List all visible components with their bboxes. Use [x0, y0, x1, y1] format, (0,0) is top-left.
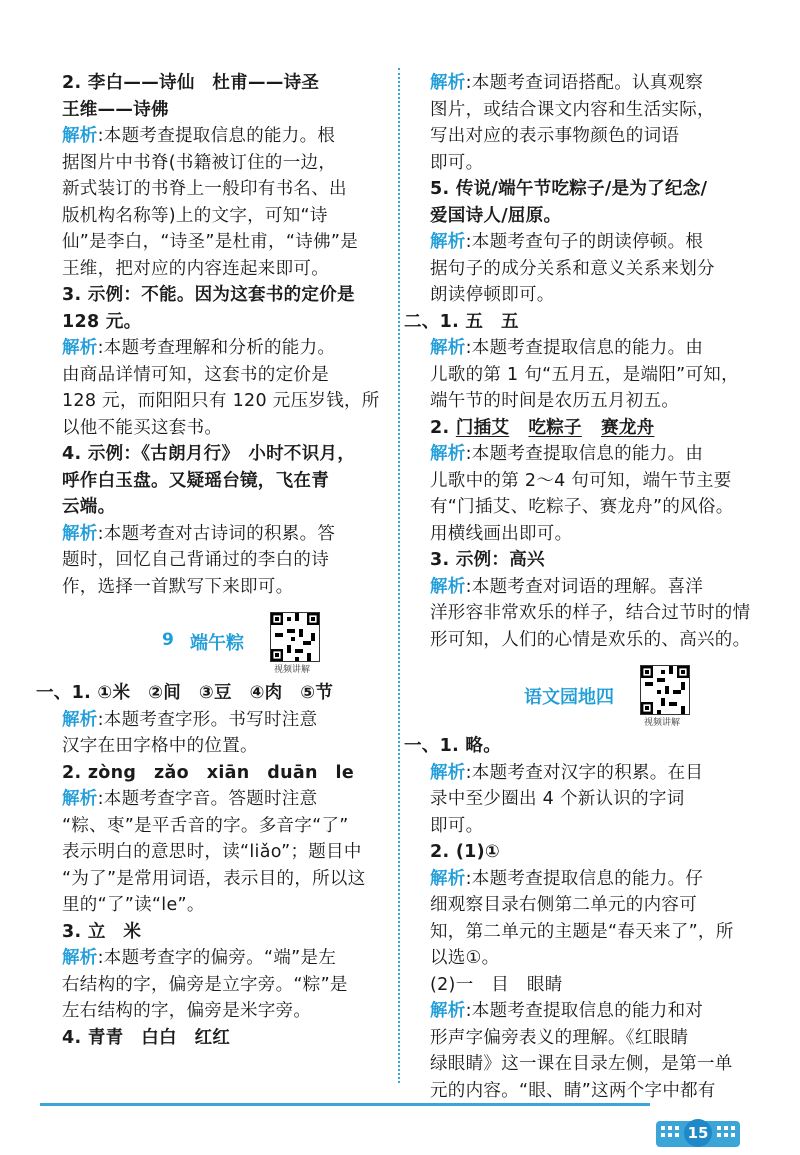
lesson-number: 9 — [162, 630, 174, 650]
q3-explanation-line: 由商品详情可知，这套书的定价是 — [62, 364, 329, 385]
garden-title: 语文园地四 — [524, 687, 614, 708]
g-q2-explanation-line: 细观察目录右侧第二单元的内容可 — [430, 895, 697, 915]
s2-q1-explanation: :本题考查提取信息的能力。由 — [465, 338, 704, 358]
g-q2-explanation-line: 知，第二单元的主题是“春天来了”，所 — [430, 921, 734, 942]
q3-answer: 3. 示例：不能。因为这套书的定价是 — [62, 285, 355, 305]
s2-q1-answer: 二、1. 五 五 — [404, 311, 519, 332]
analysis-tag: 解析 — [430, 444, 466, 464]
s2-q2-number: 2. — [430, 417, 450, 438]
g-q2b-explanation-line: 绿眼睛》这一课在目录左侧，是第一单 — [430, 1054, 733, 1074]
q5-explanation-line: 据句子的成分关系和意义关系来划分 — [430, 258, 715, 279]
q2-explanation-line: 新式装订的书脊上一般印有书名、出 — [62, 179, 347, 199]
q2-explanation-line: 仙”是李白，“诗圣”是杜甫，“诗佛”是 — [62, 232, 359, 252]
g-q2b-answer: (2)一 目 眼睛 — [430, 974, 563, 995]
analysis-tag: 解析 — [430, 762, 466, 783]
q3-explanation-line: 以他不能买这套书。 — [62, 417, 223, 438]
s2-q2-explanation-line: 用横线画出即可。 — [430, 523, 573, 544]
q4-explanation-line: 作，选择一首默写下来即可。 — [62, 576, 294, 597]
q2-explanation-line: 王维，把对应的内容连起来即可。 — [62, 258, 329, 279]
qr-caption: 视频讲解 — [274, 665, 311, 675]
g-q1-explanation: :本题考查对汉字的积累。在目 — [465, 762, 704, 783]
s1-q2-explanation: :本题考查字音。答题时注意 — [97, 789, 318, 809]
left-column — [36, 70, 384, 1051]
s1-q4-answer: 4. 青青 白白 红红 — [62, 1027, 231, 1048]
analysis-tag: 解析 — [62, 338, 98, 358]
q5-explanation-line: 朗读停顿即可。 — [430, 285, 555, 305]
s1-q3-explanation-line: 左右结构的字，偏旁是米字旁。 — [62, 1001, 312, 1021]
q4-cont-explanation: :本题考查词语搭配。认真观察 — [465, 73, 704, 93]
q4-cont-explanation-line: 图片，或结合课文内容和生活实际， — [430, 99, 715, 120]
g-q1-explanation-line: 录中至少圈出 4 个新认识的字词 — [430, 789, 685, 809]
right-column — [404, 70, 751, 1104]
q4-answer-line: 云端。 — [62, 497, 116, 517]
analysis-tag: 解析 — [62, 789, 98, 809]
g-q2b-explanation-line: 形声字偏旁表义的理解。《红眼睛 — [430, 1027, 689, 1048]
lesson-title: 端午粽 — [190, 633, 244, 654]
s1-q2-explanation-line: 里的“了”读“le”。 — [62, 895, 205, 915]
footer-rule — [40, 1103, 650, 1106]
q3-explanation: :本题考查理解和分析的能力。 — [97, 338, 336, 358]
analysis-tag: 解析 — [430, 338, 466, 358]
g-q1-answer: 一、1. 略。 — [404, 736, 502, 756]
q2-explanation-line: 版机构名称等)上的文字，可知“诗 — [62, 205, 328, 226]
s1-q3-explanation: :本题考查字的偏旁。“端”是左 — [97, 948, 337, 968]
q5-explanation: :本题考查句子的朗读停顿。根 — [465, 232, 704, 252]
s2-q2-explanation: :本题考查提取信息的能力。由 — [465, 444, 704, 464]
column-divider — [398, 68, 400, 1083]
analysis-tag: 解析 — [430, 576, 466, 597]
s1-q1-explanation-line: 汉字在田字格中的位置。 — [62, 736, 258, 756]
analysis-tag: 解析 — [62, 523, 98, 544]
q4-answer-line: 呼作白玉盘。又疑瑶台镜，飞在青 — [62, 470, 329, 491]
q3-answer-line: 128 元。 — [62, 311, 142, 332]
analysis-tag: 解析 — [62, 948, 98, 968]
qr-code-icon[interactable] — [270, 612, 320, 662]
analysis-tag: 解析 — [62, 709, 98, 730]
analysis-tag: 解析 — [430, 232, 466, 252]
s2-q3-explanation-line: 洋形容非常欢乐的样子，结合过节时的情 — [430, 603, 751, 623]
lesson-heading — [62, 608, 384, 674]
s2-q1-explanation-line: 端午节的时间是农历五月初五。 — [430, 391, 680, 411]
q5-answer-line: 爱国诗人/屈原。 — [430, 205, 562, 226]
underlined-phrase: 吃粽子 — [528, 417, 582, 438]
q4-explanation-line: 题时，回忆自己背诵过的李白的诗 — [62, 550, 329, 570]
s1-q2-explanation-line: “为了”是常用词语，表示目的，所以这 — [62, 868, 366, 889]
g-q1-explanation-line: 即可。 — [430, 815, 484, 836]
s2-q2-explanation-line: 儿歌中的第 2～4 句可知，端午节主要 — [430, 470, 732, 491]
q4-cont-explanation-line: 即可。 — [430, 152, 484, 173]
s2-q3-explanation-line: 形可知，人们的心情是欢乐的、高兴的。 — [430, 629, 751, 650]
s1-q2-explanation-line: “粽、枣”是平舌音的字。多音字“了” — [62, 815, 349, 836]
g-q2-answer: 2. (1)① — [430, 842, 501, 862]
g-q2-explanation: :本题考查提取信息的能力。仔 — [465, 868, 704, 889]
analysis-tag: 解析 — [430, 1001, 466, 1021]
underlined-phrase: 赛龙舟 — [601, 417, 655, 438]
s2-q1-explanation-line: 儿歌的第 1 句“五月五，是端阳”可知， — [430, 364, 739, 385]
analysis-tag: 解析 — [430, 868, 466, 889]
s2-q2-explanation-line: 有“门插艾、吃粽子、赛龙舟”的风俗。 — [430, 497, 734, 517]
q2-answer: 2. 李白——诗仙 杜甫——诗圣 — [62, 73, 320, 93]
q4-cont-explanation-line: 写出对应的表示事物颜色的词语 — [430, 126, 680, 146]
s1-q3-answer: 3. 立 米 — [62, 921, 142, 942]
garden-heading — [430, 661, 748, 727]
g-q2b-explanation: :本题考查提取信息的能力和对 — [465, 1001, 704, 1021]
q4-explanation: :本题考查对古诗词的积累。答 — [97, 523, 336, 544]
page-number: 15 — [684, 1119, 712, 1147]
s2-q3-answer: 3. 示例：高兴 — [430, 550, 545, 570]
g-q2b-explanation-line: 元的内容。“眼、睛”这两个字中都有 — [430, 1080, 716, 1101]
q4-answer: 4. 示例：《古朗月行》 小时不识月， — [62, 444, 356, 464]
q2-answer-line2: 王维——诗佛 — [62, 99, 169, 120]
q3-explanation-line: 128 元，而阳阳只有 120 元压岁钱，所 — [62, 391, 380, 411]
s2-q3-explanation: :本题考查对词语的理解。喜洋 — [465, 576, 704, 597]
underlined-phrase: 门插艾 — [455, 417, 510, 438]
s1-q2-answer: 2. zòng zǎo xiān duān le — [62, 762, 355, 783]
q2-explanation: :本题考查提取信息的能力。根 — [97, 126, 336, 146]
analysis-tag: 解析 — [62, 126, 98, 146]
qr-caption: 视频讲解 — [644, 718, 681, 728]
decorative-dots-icon — [716, 1125, 736, 1143]
s1-q2-explanation-line: 表示明白的意思时，读“liǎo”；题目中 — [62, 842, 362, 862]
s1-q1-answer: 一、1. ①米 ②间 ③豆 ④肉 ⑤节 — [36, 683, 334, 703]
q5-answer: 5. 传说/端午节吃粽子/是为了纪念/ — [430, 179, 708, 199]
analysis-tag: 解析 — [430, 73, 466, 93]
qr-code-icon[interactable] — [640, 665, 690, 715]
q2-explanation-line: 据图片中书脊(书籍被订住的一边， — [62, 152, 337, 173]
g-q2-explanation-line: 以选①。 — [430, 948, 500, 968]
s1-q3-explanation-line: 右结构的字，偏旁是立字旁。“粽”是 — [62, 974, 348, 995]
s1-q1-explanation: :本题考查字形。书写时注意 — [97, 709, 318, 730]
page-number-badge — [656, 1121, 740, 1147]
s2-q2-answer — [430, 415, 748, 442]
decorative-dots-icon — [660, 1125, 680, 1143]
